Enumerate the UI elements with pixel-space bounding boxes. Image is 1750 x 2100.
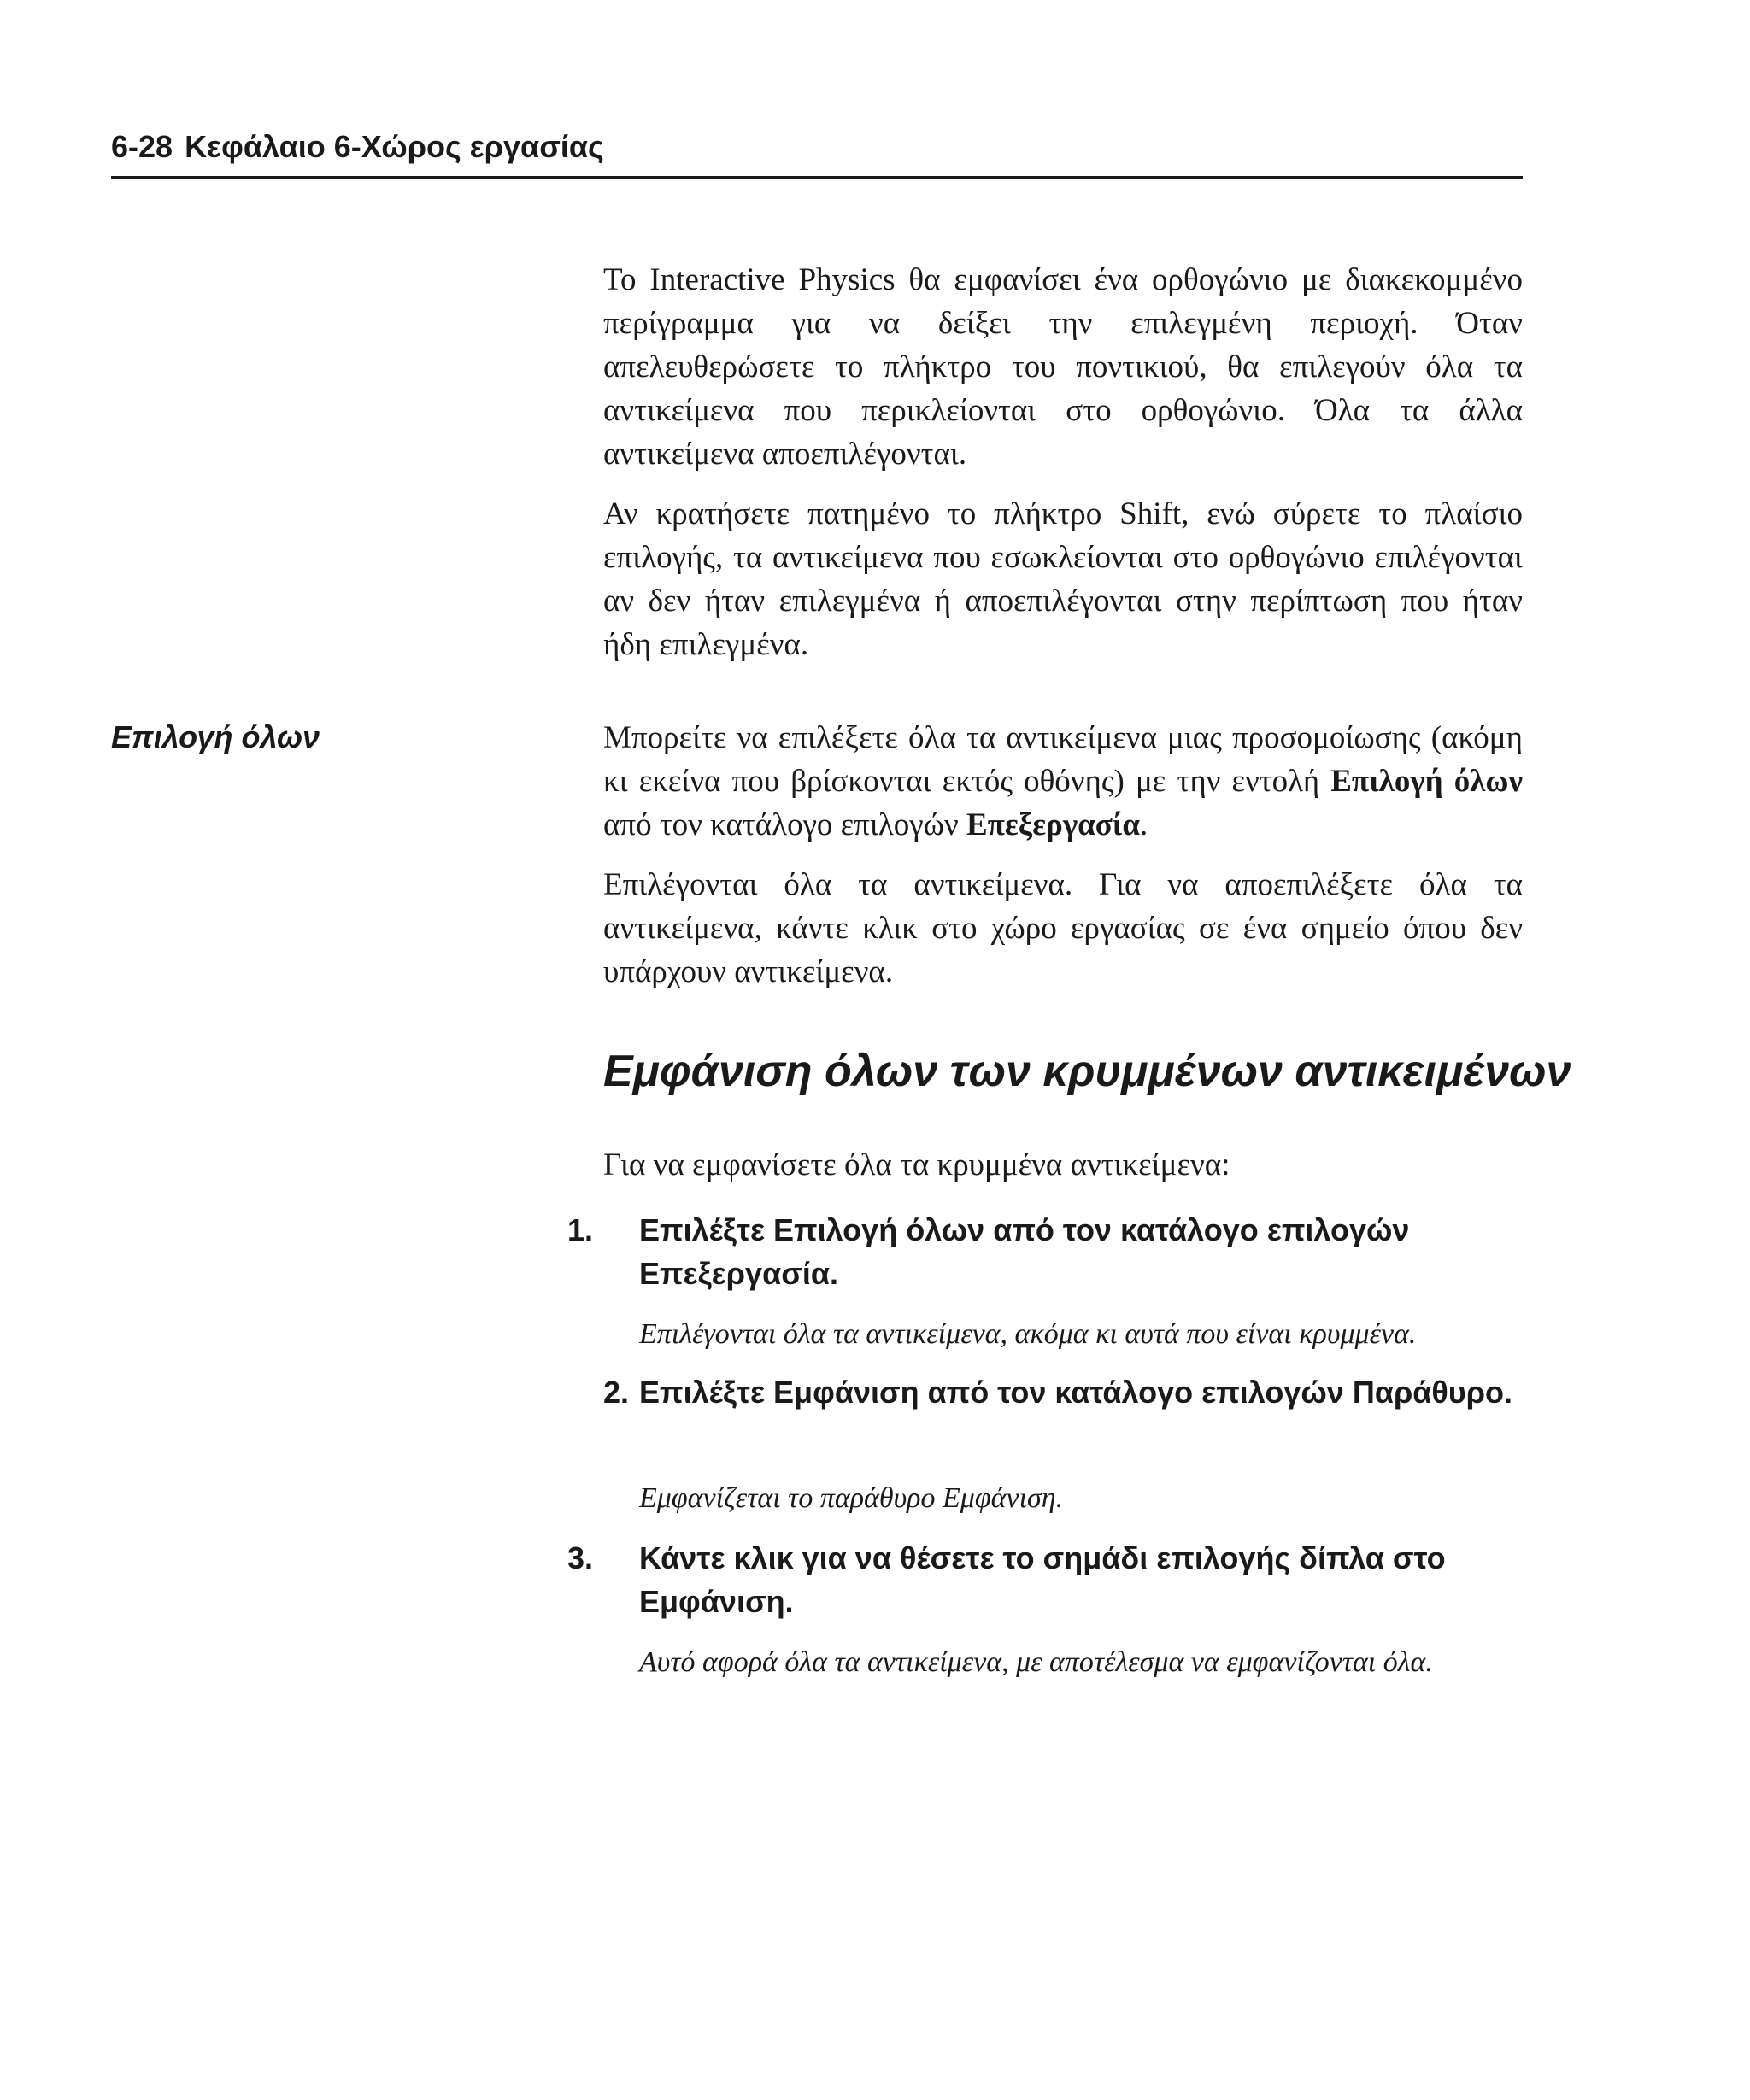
step-1-number: 1. — [567, 1212, 594, 1247]
step-2-number: 2. — [603, 1375, 630, 1410]
running-header-text — [111, 126, 604, 167]
select-all-p1-end: . — [1140, 807, 1148, 842]
running-header — [111, 126, 1523, 179]
menu-command-select-all: Επιλογή όλων — [1330, 764, 1523, 799]
intro-paragraph-1: Το Interactive Physics θα εμφανίσει ένα ορθογώνιο με διακεκομμένο περίγραμμα για να δείξει την επιλεγμένη περιοχή. Όταν απελευθερώσετε το πλήκτρο του ποντικιού, θα επιλεγούν όλα τα αντικείμενα που περικλείονται στο ορθογώνιο. Όλα τα άλλα αντικείμενα αποεπιλέγονται. — [603, 262, 1523, 472]
show-hidden-intro: Για να εμφανίσετε όλα τα κρυμμένα αντικείμενα: — [603, 1147, 1230, 1182]
step-2-result: Εμφανίζεται το παράθυρο Εμφάνιση. — [639, 1482, 1064, 1514]
page-number: 6-28 — [111, 129, 173, 164]
step-2-text: Επιλέξτε Εμφάνιση από τον κατάλογο επιλογών Παράθυρο. — [639, 1375, 1513, 1410]
step-3-text: Κάντε κλικ για να θέσετε το σημάδι επιλογής δίπλα στο Εμφάνιση. — [639, 1540, 1446, 1619]
section-title-show-hidden: Εμφάνιση όλων των κρυμμένων αντικειμένων — [603, 1047, 1571, 1096]
step-3-result: Αυτό αφορά όλα τα αντικείμενα, με αποτέλεσμα να εμφανίζονται όλα. — [639, 1646, 1433, 1678]
intro-paragraph-2: Αν κρατήσετε πατημένο το πλήκτρο Shift, ενώ σύρετε το πλαίσιο επιλογής, τα αντικείμενα που εσωκλείονται στο ορθογώνιο επιλέγονται αν δεν ήταν επιλεγμένα ή αποεπιλέγονται στην περίπτωση που ήταν ήδη επιλεγμένα. — [603, 496, 1523, 662]
menu-name-edit: Επεξεργασία — [966, 807, 1141, 842]
step-1 — [567, 1208, 1523, 1295]
chapter-title: Κεφάλαιο 6-Χώρος εργασίας — [185, 129, 604, 164]
step-3-number: 3. — [567, 1540, 594, 1575]
step-1-text: Επιλέξτε Επιλογή όλων από τον κατάλογο επιλογών Επεξεργασία. — [639, 1212, 1410, 1291]
side-label-select-all: Επιλογή όλων — [111, 719, 320, 754]
select-all-paragraph-1 — [603, 716, 1523, 847]
step-2 — [603, 1370, 1523, 1414]
select-all-p1-text: Μπορείτε να επιλέξετε όλα τα αντικείμενα μιας προσομοίωσης (ακόμη κι εκείνα που βρίσκονται εκτός οθόνης) με την εντολή — [603, 720, 1523, 799]
step-1-result: Επιλέγονται όλα τα αντικείμενα, ακόμα κι αυτά που είναι κρυμμένα. — [639, 1318, 1417, 1350]
select-all-paragraph-2: Επιλέγονται όλα τα αντικείμενα. Για να αποεπιλέξετε όλα τα αντικείμενα, κάντε κλικ στο χώρο εργασίας σε ένα σημείο όπου δεν υπάρχουν αντικείμενα. — [603, 867, 1523, 989]
step-3 — [567, 1536, 1523, 1623]
select-all-p1-middle: από τον κατάλογο επιλογών — [603, 807, 966, 842]
